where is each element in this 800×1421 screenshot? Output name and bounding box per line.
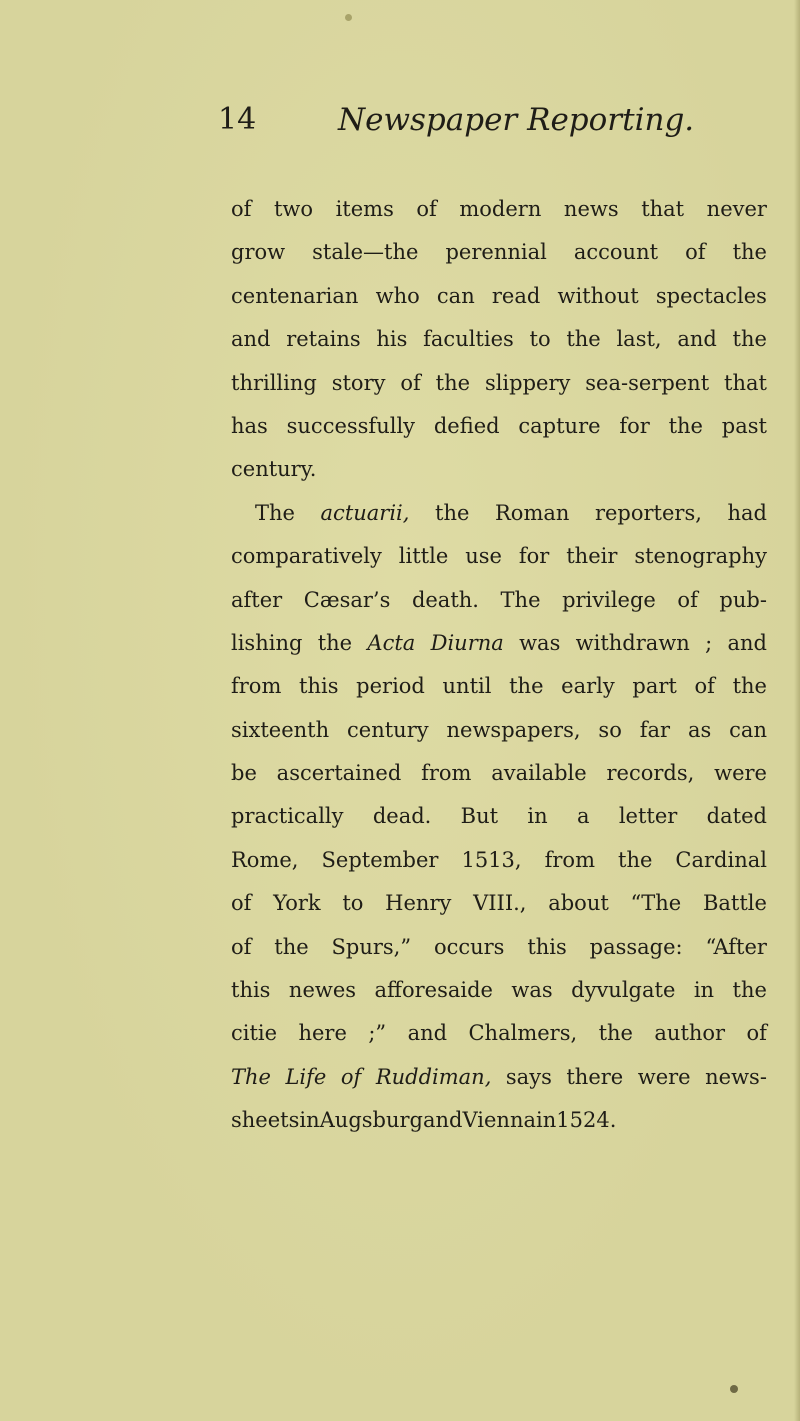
word: two xyxy=(273,197,314,221)
word: Augsburg xyxy=(319,1108,423,1133)
word: the xyxy=(732,674,767,699)
word: use xyxy=(465,544,502,569)
word: in xyxy=(527,804,548,829)
word: for xyxy=(518,544,550,569)
word: this xyxy=(527,934,567,959)
word: period xyxy=(356,674,425,699)
word: Henry xyxy=(385,891,452,916)
word: pub- xyxy=(719,587,767,612)
word: sea-serpent xyxy=(585,370,710,395)
word: the xyxy=(732,327,767,352)
word: this xyxy=(299,674,339,699)
word: death. xyxy=(411,587,479,612)
word: ; xyxy=(705,630,713,655)
text-line xyxy=(231,795,767,838)
word: slippery xyxy=(484,370,571,395)
word: “The xyxy=(630,891,682,916)
word: Cæsar’s xyxy=(303,587,391,612)
word: Rome, xyxy=(231,847,299,872)
word: the xyxy=(618,847,653,872)
word: the xyxy=(509,674,544,699)
running-title: Newspaper Reporting. xyxy=(338,102,695,138)
word: perennial xyxy=(445,240,547,265)
word: here xyxy=(298,1021,347,1046)
word: faculties xyxy=(423,327,514,352)
word: thrilling xyxy=(231,370,317,395)
word: newes xyxy=(288,978,357,1003)
word: the xyxy=(274,934,309,959)
word: account xyxy=(573,240,659,265)
word: who xyxy=(375,283,420,308)
word: century. xyxy=(231,457,317,482)
word: passage: xyxy=(589,934,683,959)
word: of xyxy=(231,891,252,916)
word: “After xyxy=(705,934,767,959)
word: there xyxy=(566,1064,624,1089)
word: York xyxy=(273,891,321,916)
word: of xyxy=(231,934,252,959)
word: news- xyxy=(705,1064,767,1089)
word: was xyxy=(519,630,561,655)
text-line xyxy=(231,362,767,405)
word: sixteenth xyxy=(231,717,330,742)
word: story xyxy=(331,370,386,395)
word: successfully xyxy=(286,413,416,438)
word: privilege xyxy=(562,587,656,612)
word: records, xyxy=(606,761,695,786)
word: Ruddiman, xyxy=(375,1064,492,1089)
word: from xyxy=(421,761,472,786)
word: Chalmers, xyxy=(468,1021,578,1046)
text-line xyxy=(231,882,767,925)
word: modern xyxy=(459,197,542,221)
word: ascertained xyxy=(276,761,402,786)
word: for xyxy=(619,413,650,438)
word: ;” xyxy=(368,1021,387,1046)
word: in xyxy=(299,1108,320,1133)
word: of xyxy=(746,1021,767,1046)
word: that xyxy=(641,197,685,221)
word: and xyxy=(727,630,767,655)
word: were xyxy=(637,1064,691,1089)
word: as xyxy=(687,717,712,742)
word: VIII., xyxy=(473,891,527,916)
word: Battle xyxy=(702,891,767,916)
word: The xyxy=(255,500,295,525)
word: of xyxy=(340,1064,362,1089)
word: part xyxy=(632,674,677,699)
text-line xyxy=(231,231,767,274)
text-line xyxy=(231,405,767,448)
word: the xyxy=(668,413,703,438)
word: century xyxy=(347,717,429,742)
word: But xyxy=(460,804,499,829)
word: Life xyxy=(285,1064,327,1089)
word: this xyxy=(231,978,271,1003)
word: stenography xyxy=(634,544,767,569)
word: comparatively xyxy=(231,544,382,569)
text-line xyxy=(231,448,767,491)
word: and xyxy=(231,327,271,352)
word: Diurna xyxy=(430,630,504,655)
word: dyvulgate xyxy=(571,978,676,1003)
word: centenarian xyxy=(231,283,359,308)
word: has xyxy=(231,413,268,438)
text-line xyxy=(231,1099,767,1142)
word: spectacles xyxy=(655,283,767,308)
word: available xyxy=(491,761,587,786)
text-line xyxy=(231,709,767,752)
word: 1513, xyxy=(461,847,522,872)
word: Roman xyxy=(494,500,570,525)
text-line xyxy=(231,752,767,795)
word: the xyxy=(435,370,471,395)
text-line xyxy=(231,275,767,318)
word: far xyxy=(639,717,671,742)
word: sheets xyxy=(231,1108,300,1133)
page-edge-shadow xyxy=(794,0,800,1421)
text-line xyxy=(231,535,767,578)
word: newspapers, xyxy=(446,717,581,742)
word: occurs xyxy=(433,934,505,959)
word: in xyxy=(693,978,715,1003)
word: capture xyxy=(518,413,601,438)
word: news xyxy=(563,197,619,221)
word: of xyxy=(685,240,706,265)
word: author xyxy=(654,1021,726,1046)
word: little xyxy=(398,544,449,569)
word: until xyxy=(442,674,492,699)
word: dead. xyxy=(372,804,432,829)
word: withdrawn xyxy=(575,630,690,655)
word: and xyxy=(677,327,717,352)
word: the xyxy=(566,327,601,352)
word: September xyxy=(321,847,439,872)
text-line xyxy=(231,839,767,882)
word: to xyxy=(529,327,551,352)
word: and xyxy=(407,1021,448,1046)
word: without xyxy=(557,283,639,308)
word: lishing xyxy=(231,630,303,655)
word: past xyxy=(721,413,767,438)
word: about xyxy=(548,891,609,916)
text-line xyxy=(231,318,767,361)
text-line xyxy=(231,1012,767,1055)
word: of xyxy=(677,587,698,612)
text-line xyxy=(231,969,767,1012)
word: the xyxy=(732,240,767,265)
word: from xyxy=(544,847,595,872)
text-line xyxy=(231,492,767,535)
word: the xyxy=(732,978,767,1003)
text-line xyxy=(231,622,767,665)
word: last, xyxy=(616,327,662,352)
word: his xyxy=(376,327,408,352)
word: of xyxy=(400,370,421,395)
word: The xyxy=(231,1064,271,1089)
text-line xyxy=(231,665,767,708)
word: 1524. xyxy=(556,1108,617,1133)
word: in xyxy=(536,1108,557,1133)
word: actuarii, xyxy=(320,500,410,525)
word: grow xyxy=(231,240,286,265)
word: a xyxy=(576,804,590,829)
word: their xyxy=(566,544,618,569)
word: Vienna xyxy=(462,1108,536,1133)
word: that xyxy=(724,370,767,395)
word: practically xyxy=(231,804,344,829)
word: never xyxy=(706,197,767,221)
body-text xyxy=(231,188,767,1143)
word: Spurs,” xyxy=(331,934,412,959)
word: defied xyxy=(433,413,500,438)
word: after xyxy=(231,587,283,612)
word: to xyxy=(342,891,364,916)
word: of xyxy=(694,674,715,699)
text-line xyxy=(231,188,767,231)
word: of xyxy=(416,197,437,221)
word: citie xyxy=(231,1021,278,1046)
word: were xyxy=(714,761,767,786)
word: letter xyxy=(618,804,678,829)
word: had xyxy=(727,500,767,525)
word: reporters, xyxy=(594,500,702,525)
word: can xyxy=(729,717,767,742)
word: items xyxy=(335,197,394,221)
word: Cardinal xyxy=(675,847,767,872)
word: The xyxy=(500,587,541,612)
word: of xyxy=(231,197,252,221)
word: stale—the xyxy=(312,240,419,265)
word: the xyxy=(598,1021,633,1046)
word: be xyxy=(231,761,257,786)
paper-speck xyxy=(345,14,352,21)
word: early xyxy=(561,674,615,699)
word: Acta xyxy=(367,630,416,655)
word: retains xyxy=(286,327,361,352)
word: so xyxy=(598,717,622,742)
ink-dot xyxy=(730,1385,738,1393)
text-line xyxy=(231,579,767,622)
word: the xyxy=(435,500,470,525)
word: the xyxy=(317,630,353,655)
page-number: 14 xyxy=(218,102,257,137)
word: says xyxy=(505,1064,552,1089)
word: can xyxy=(436,283,475,308)
text-line xyxy=(231,926,767,969)
word: afforesaide xyxy=(374,978,493,1003)
text-line xyxy=(231,1056,767,1099)
word: was xyxy=(511,978,553,1003)
word: and xyxy=(422,1108,463,1133)
word: from xyxy=(231,674,282,699)
word: read xyxy=(491,283,541,308)
word: dated xyxy=(706,804,767,829)
